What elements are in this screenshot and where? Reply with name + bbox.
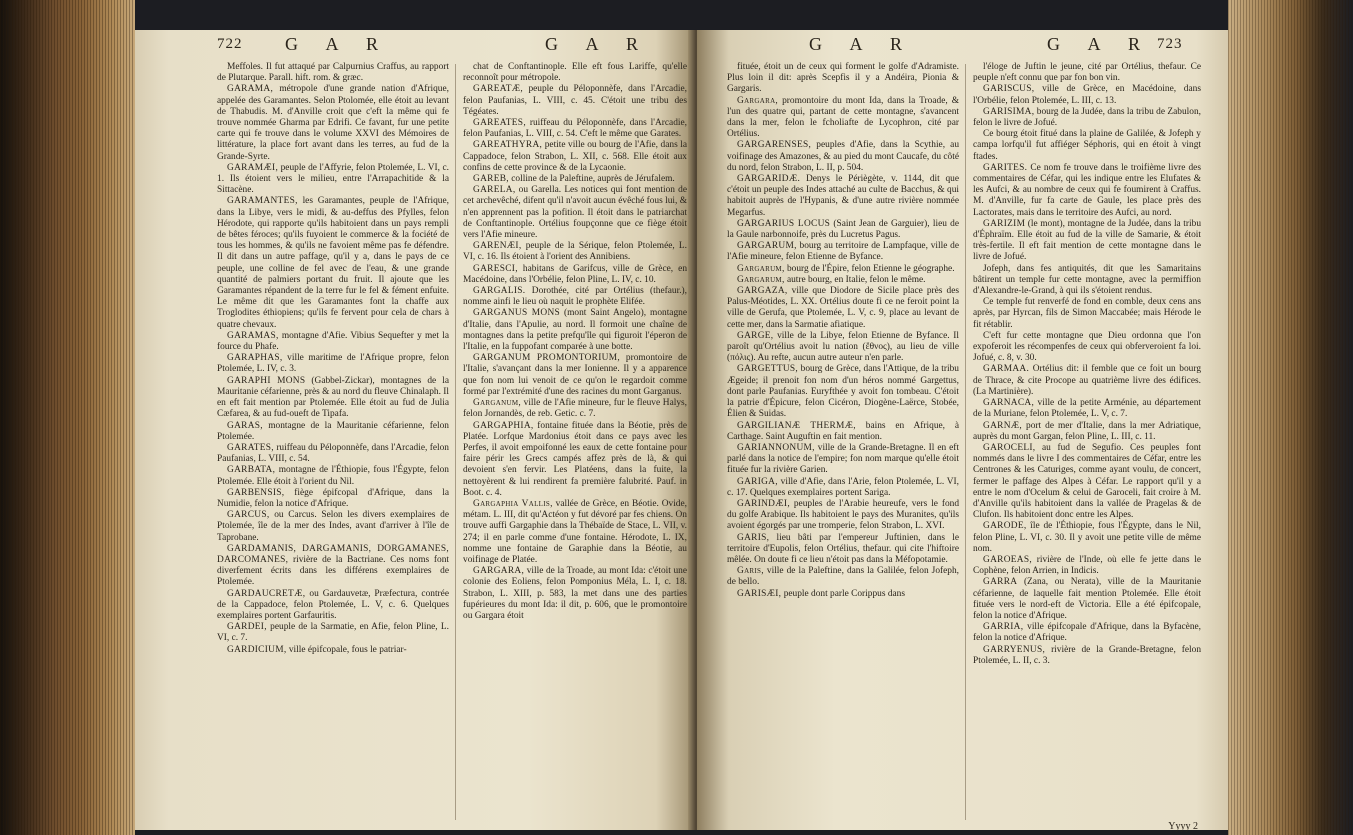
dictionary-entry <box>973 331 1201 365</box>
dictionary-entry <box>217 488 449 510</box>
dictionary-entry <box>463 308 687 353</box>
dictionary-entry <box>217 622 449 644</box>
entry-text: Denys le Périègète, v. 1144, dit que c'étoit un peuple des Indes attaché au culte de Bacchus, & qui habitoit auprès de l'Hypanis, & d'une autre rivière nommée Megarfus. <box>727 174 959 218</box>
entry-text: promontoire de l'Italie, s'avançant dans la mer Ionienne. Il y a apparence que fon nom lui venoit de ce qu'on le regardoit comme formé par l'extrémité d'une des racines du mont Garganus. <box>463 353 687 397</box>
entry-text: l'éloge de Juftin le jeune, cité par Ortélius, thefaur. Ce peuple n'eft connu que par fon bon vin. <box>973 62 1201 84</box>
dictionary-entry <box>217 353 449 375</box>
dictionary-entry <box>727 275 959 286</box>
dictionary-entry <box>463 421 687 499</box>
entry-headword: GAREATES, <box>473 118 526 129</box>
entry-text: ville de la Paleftine, dans la Galilée, felon Jofeph, de bello. <box>727 566 959 588</box>
entry-text: bains en Afrique, à Carthage. Saint Auguftin en fait mention. <box>727 420 959 442</box>
dictionary-entry <box>973 364 1201 398</box>
entry-headword: GARNÆ, <box>983 420 1023 431</box>
entry-text: ville de l'Afie mineure, fur le fleuve Halys, felon Jornandès, de reb. Getic. c. 7. <box>463 398 687 420</box>
left-running-head-col2: G A R <box>545 34 651 54</box>
dictionary-entry <box>973 521 1201 555</box>
entry-text: peuples de l'Arabie heureufe, vers le fond du golfe Arabique. Ils habitoient le pays des Muranites, qu'ils avoient égorgés par une tromperie, felon Strabon, L. XVI. <box>727 498 959 532</box>
right-column-2 <box>973 62 1201 822</box>
dictionary-entry <box>727 477 959 499</box>
entry-text: ville de la Troade, au mont Ida: c'étoit une colonie des Eoliens, felon Pomponius Méla, L. I, c. 18. Strabon, L. XIII, p. 583, la met dans une des parties fupérieures du mont Ida: il dit, p. 606, que le promontoire ou Gargara étoit <box>463 566 687 621</box>
entry-headword: GARIS, <box>737 532 770 543</box>
entry-text: bourg de l'Épire, felon Etienne le géographe. <box>786 263 955 274</box>
dictionary-entry <box>973 107 1201 129</box>
dictionary-entry <box>217 196 449 330</box>
entry-text: ou Carcus. Selon les divers exemplaires de Ptolemée, île de la mer des Indes, avant d'arriver à l'île de Taprobane. <box>217 510 449 543</box>
entry-text: colline de la Paleftine, auprès de Jérufalem. <box>511 174 675 185</box>
dictionary-entry <box>727 589 959 600</box>
entry-headword: GARDICIUM, <box>227 644 287 655</box>
entry-text: Meffoles. Il fut attaqué par Calpurnius Craffus, au rapport de Plutarque. Parall. hift. rom. & græc. <box>217 62 449 84</box>
left-running-header <box>135 32 695 60</box>
entry-headword: GARGARUM, <box>737 241 797 252</box>
entry-text: port de mer d'Italie, dans la mer Adriatique, auprès du mont Gargan, felon Pline, L. III, c. 11. <box>973 420 1201 442</box>
entry-text: autre bourg, en Italie, felon le même. <box>786 274 926 285</box>
entry-text: ville de la petite Arménie, au département de la Muriane, felon Ptolemée, L. V, c. 7. <box>973 398 1201 420</box>
entry-text: ou Gardauvetæ, Præfectura, contrée de la Cappadoce, felon Ptolemée, L. V, c. 6. Quelques exemplaires portent Garfauritis. <box>217 588 449 621</box>
dictionary-entry <box>727 286 959 331</box>
entry-headword: Gargaphia Vallis, <box>473 498 553 509</box>
entry-text: au fud de Segufio. Ces peuples font nommés dans le livre I des commentaires de Céfar, entre les Centrones & les Caturiges, comme ayant voulu, de concert, fermer le paffage des Alpes à Céfar. Le rapport qu'il y a entre le nom d'Ocelum & celui de Garoceli, fait croire à M. d'Anville qu'ils habitoient dans la vallée de Pragelas & de Clufon. Ils habitoient donc entre les Alpes. <box>973 442 1201 521</box>
dictionary-entry <box>217 645 449 656</box>
dictionary-entry <box>463 286 687 308</box>
entry-headword: GARGARIDÆ. <box>737 174 801 185</box>
entry-text: promontoire du mont Ida, dans la Troade, & l'un des quatre qui, partant de cette montagne, s'avancent dans la mer, felon le fcholiafte de Lycophron, cité par Ortélius. <box>727 95 959 140</box>
dictionary-entry <box>727 219 959 241</box>
dictionary-entry <box>973 577 1201 622</box>
entry-headword: GARGAZA, <box>737 286 788 297</box>
entry-text: vallée de Grèce, en Béotie. Ovide, métam. L. III, dit qu'Actéon y fut dévoré par fes chiens. On trouve auffi Gargaphie dans la Thébaïde de Stace, L. VII, v. 274; il en parle comme d'une fontaine. Hérodote, L. IX, nomme une fontaine de Garaphie dans la Béotie, au voifinage de Platée. <box>463 498 687 565</box>
entry-text: les Garamantes, peuple de l'Afrique, dans la Libye, vers le midi, & au-deffus des Pfylles, felon Hérodote, qui rapporte qu'ils habitoient dans un pays rempli de bêtes féroces; qu'ils fuyoient le commerce & la fociété de tous les hommes, & qu'ils ne favoient même pas fe défendre. Il dit dans un autre paffage, qu'il y a, dans le pays de ce peuple, une colline de fel avec de l'eau, & une grande quantité de palmiers portant du fruit. Il ajoute que les Garamantes répandent de la terre fur le fel & fément enfuite. Le même dit que les Garamantes font la chaffe aux Troglodites éthiopiens; qu'ils fe fervent pour cela de chars à quatre chevaux. <box>217 196 449 330</box>
dictionary-entry <box>973 129 1201 163</box>
entry-text: fontaine fituée dans la Béotie, près de Platée. Lorfque Mardonius étoit dans ce pays avec les Perfes, il avoit empoifonné les eaux de cette fontaine pour faire périr les Grecs campés affez près de là, & qui devoient s'en fervir. Les Platéens, dans la fuite, la nettoyèrent & lui rendirent fa première falubrité. Pauf. in Boot. c. 4. <box>463 420 687 498</box>
entry-headword: GARITES. <box>983 162 1028 173</box>
dictionary-entry <box>217 465 449 487</box>
entry-headword: Garis, <box>737 566 764 577</box>
left-page-stack <box>0 0 135 835</box>
dictionary-entry <box>973 219 1201 264</box>
entry-headword: GARRIA, <box>983 622 1024 633</box>
dictionary-entry <box>727 241 959 263</box>
entry-text: peuple de la Sérique, felon Ptolemée, L. VI, c. 16. Ils étoient à l'orient des Annibiens. <box>463 241 687 263</box>
entry-headword: GARISCUS, <box>983 84 1035 95</box>
dictionary-entry <box>463 241 687 263</box>
entry-headword: GARAPHAS, <box>227 353 283 364</box>
entry-text: ou Garella. Les notices qui font mention de cet archevêché, difent qu'il n'avoit aucun évêché fous lui, & n'en apprennent pas la pofition. Il étoit dans le patriarchat de Conftantinople. Ortélius foupçonne que ce fiège étoit vers l'Afie mineure. <box>463 185 687 241</box>
entry-headword: GARRYENUS, <box>983 644 1046 655</box>
dictionary-entry <box>217 544 449 589</box>
entry-text: habitans de Garifcus, ville de Grèce, en Macédoine, dans l'Orbélie, felon Pline, L. IV, c. 10. <box>463 263 687 285</box>
entry-headword: GARGARENSES, <box>737 140 812 151</box>
entry-text: (le mont), montagne de la Judée, dans la tribu d'Éphraïm. Elle étoit au fud de la ville de Samarie, & étoit très-fertile. Il eft fait mention de cette montagne dans le livre de Jofué. <box>973 218 1201 263</box>
entry-text: peuple de l'Affyrie, felon Ptolemée, L. VI, c. 1. Ils étoient vers le milieu, entre l'Arrapachitide & la Sittacène. <box>217 162 449 196</box>
entry-headword: GARBATA, <box>227 465 276 476</box>
dictionary-entry <box>727 96 959 141</box>
entry-text: ville que Diodore de Sicile place près des Palus-Méotides, L. XX. Ortélius doute fi ce ne feroit point la ville de Gerufa, que Ptolemée, L. V, c. 9, place au levant de cette mer, dans la Sarmatie afiatique. <box>727 286 959 330</box>
entry-text: ruiffeau du Péloponnèfe, dans l'Arcadie, felon Paufanias, L. VIII, c. 54. <box>217 442 449 465</box>
left-column-2 <box>463 62 687 822</box>
dictionary-entry <box>973 398 1201 420</box>
entry-text: rivière de la Bactriane. Ces noms font diverfement écrits dans les différens exemplaires de Ptolemée. <box>217 554 449 588</box>
entry-headword: GARDAMANIS, DARGAMANIS, DORGAMANES, DARCOMANES, <box>217 543 449 565</box>
dictionary-entry <box>973 421 1201 443</box>
entry-text: ville de la Grande-Bretagne. Il en eft parlé dans la notice de l'empire; fon nom marque qu'elle étoit fituée fur la rivière Garien. <box>727 442 959 476</box>
dictionary-entry <box>463 398 687 420</box>
entry-headword: GARAMA, <box>227 84 274 95</box>
dictionary-entry <box>217 510 449 544</box>
entry-headword: GARAS, <box>227 420 263 431</box>
dictionary-entry <box>727 499 959 533</box>
entry-headword: GARAMAS, <box>227 330 279 341</box>
dictionary-entry <box>973 443 1201 521</box>
dictionary-entry <box>973 645 1201 667</box>
dictionary-entry <box>463 566 687 622</box>
dictionary-entry <box>973 84 1201 106</box>
dictionary-entry <box>727 364 959 420</box>
entry-text: montagne de l'Éthiopie, fous l'Égypte, felon Ptolemée. Elle étoit à l'orient du Nil. <box>217 465 449 487</box>
entry-headword: GARGE, <box>737 330 774 341</box>
entry-headword: GARGAPHIA, <box>473 420 534 431</box>
entry-headword: GAREB, <box>473 174 509 185</box>
dictionary-entry <box>973 264 1201 298</box>
left-column-1 <box>217 62 449 822</box>
entry-text: bourg au territoire de Lampfaque, ville de l'Afie mineure, felon Etienne de Byfance. <box>727 241 959 263</box>
dictionary-entry <box>727 421 959 443</box>
dictionary-entry <box>727 566 959 588</box>
dictionary-entry <box>973 555 1201 577</box>
entry-headword: GARISIMA, <box>983 106 1035 117</box>
entry-text: Ce temple fut renverfé de fond en comble, deux cens ans après, par Hyrcan, fils de Simon Maccabée; mais Hérode le fit rétablir. <box>973 297 1201 330</box>
dictionary-entry <box>727 331 959 365</box>
entry-headword: GARIZIM <box>983 218 1026 229</box>
entry-headword: GAROCELI, <box>983 442 1036 453</box>
entry-headword: GARMAA. <box>983 364 1030 375</box>
entry-headword: GARENÆI, <box>473 241 522 252</box>
dictionary-entry <box>973 62 1201 84</box>
entry-text: montagne d'Afie. Vibius Sequefter y met la fource du Phafe. <box>217 330 449 353</box>
entry-headword: GARGARA, <box>473 566 525 577</box>
entry-headword: Gargarum, <box>737 263 785 274</box>
dictionary-entry <box>217 443 449 465</box>
entry-headword: GARGARIUS LOCUS <box>737 218 831 229</box>
right-page-stack <box>1228 0 1353 835</box>
dictionary-entry <box>463 84 687 118</box>
entry-text: ville épifcopale, fous le patriar- <box>288 644 407 655</box>
entry-text: ville épifcopale d'Afrique, dans la Byfacène, felon la notice d'Afrique. <box>973 622 1201 644</box>
entry-headword: Gargara, <box>737 95 779 106</box>
entry-headword: GARAPHI MONS <box>227 375 306 386</box>
dictionary-entry <box>727 443 959 477</box>
dictionary-entry <box>217 62 449 84</box>
entry-headword: GAROEAS, <box>983 554 1033 565</box>
entry-text: île de l'Éthiopie, fous l'Égypte, dans le Nil, felon Pline, L. VI, c. 30. Il y avoit une petite ville de même nom. <box>973 521 1201 554</box>
entry-headword: GARISÆI, <box>737 588 782 599</box>
entry-text: fiège épifcopal d'Afrique, dans la Numidie, felon la notice d'Afrique. <box>217 487 449 509</box>
entry-text: fituée, étoit un de ceux qui forment le golfe d'Adramiste. Plus loin il dit: après Scepfis il y a Andéira, Pionia & Gargaris. <box>727 62 959 95</box>
entry-headword: Garganum, <box>473 398 521 409</box>
right-running-header <box>697 32 1228 60</box>
dictionary-entry <box>973 163 1201 219</box>
entry-text: ville maritime de l'Afrique propre, felon Ptolemée, L. IV, c. 3. <box>217 353 449 375</box>
entry-headword: GARAMÆI, <box>227 162 279 173</box>
entry-headword: GARDAUCRETÆ, <box>227 588 306 599</box>
entry-headword: GARGILIANÆ THERMÆ, <box>737 420 856 431</box>
entry-headword: GAREATHYRA, <box>473 140 543 151</box>
entry-text: bourg de la Judée, dans la tribu de Zabulon, felon le livre de Jofué. <box>973 106 1201 129</box>
dictionary-entry <box>217 331 449 353</box>
entry-headword: GARGALIS. <box>473 286 526 297</box>
entry-text: rivière de l'Inde, où elle fe jette dans le Cophène, felon Arrien, in Indicis. <box>973 554 1201 577</box>
dictionary-entry <box>973 622 1201 644</box>
dictionary-entry <box>217 421 449 443</box>
entry-headword: GAREATÆ, <box>473 84 524 95</box>
dictionary-entry <box>463 62 687 84</box>
entry-text: ville de Grèce, en Macédoine, dans l'Orbélie, felon Ptolemée, L. III, c. 13. <box>973 84 1201 106</box>
entry-text: Jofeph, dans fes antiquités, dit que les Samaritains bâtirent un temple fur cette montagne, avec la permiffion d'Alexandre-le-Grand, à qui ils s'étoient rendus. <box>973 263 1201 297</box>
dictionary-entry <box>463 174 687 185</box>
dictionary-entry <box>217 163 449 197</box>
entry-text: chat de Conftantinople. Elle eft fous Lariffe, qu'elle reconnoît pour métropole. <box>463 62 687 84</box>
entry-headword: GARDEI, <box>227 622 267 633</box>
dictionary-entry <box>727 62 959 96</box>
entry-headword: GARGANUS MONS <box>473 308 561 319</box>
entry-text: (Gabbel-Zickar), montagnes de la Mauritanie céfarienne, près & au nord du fleuve Chinalaph. Il en eft fait mention par Ptolemée. Elle étoit au fud de Julia Cæfarea, & au fud-oueft de Tipafa. <box>217 375 449 420</box>
right-page-number: 723 <box>1157 36 1183 52</box>
dictionary-entry <box>463 140 687 174</box>
dictionary-entry <box>217 376 449 421</box>
entry-text: (mont Saint Angelo), montagne d'Italie, dans l'Apulie, au nord. Il formoit une chaîne de montagnes dans la petite prefqu'île qui figuroit l'éperon de l'Italie, en la fuppofant comparée à une botte. <box>463 308 687 353</box>
entry-text: ville d'Afie, dans l'Arie, felon Ptolemée, L. VI, c. 17. Quelques exemplaires portent Sariga. <box>727 476 959 498</box>
left-page-number: 722 <box>217 36 243 52</box>
entry-text: (Zana, ou Nerata), ville de la Mauritanie céfarienne, de laquelle fait mention Ptolemée. Elle étoit fituée vers le nord-eft de Victoria. Elle a été épifcopale, felon la notice d'Afrique. <box>973 577 1201 621</box>
entry-text: lieu bâti par l'empereur Juftinien, dans le territoire d'Eupolis, felon Ortélius, thefaur. qui cite l'hiftoire mêlée. On doute fi ce lieu n'étoit pas dans la Méfopotamie. <box>727 532 959 565</box>
dictionary-entry <box>973 297 1201 331</box>
entry-headword: GARATES, <box>227 442 274 453</box>
entry-headword: GARINDÆI, <box>737 498 790 509</box>
entry-text: Dorothée, cité par Ortélius (thefaur.), nomme ainfi le lieu où naquit le prophète Elifée. <box>463 286 687 308</box>
left-running-head-col1: G A R <box>285 34 391 54</box>
dictionary-entry <box>727 174 959 219</box>
entry-text: Ortélius dit: il femble que ce foit un bourg de Thrace, & cite Procope au quatrième livre des édifices. (La Martinière). <box>973 364 1201 397</box>
entry-headword: GARIANNONUM, <box>737 442 815 453</box>
entry-headword: GARESCI, <box>473 263 518 274</box>
dictionary-entry <box>727 140 959 174</box>
entry-headword: GARAMANTES, <box>227 196 298 207</box>
entry-headword: GARNACA, <box>983 398 1035 409</box>
right-running-head-col1: G A R <box>809 34 915 54</box>
signature-mark: Yyyy 2 <box>1168 821 1198 832</box>
entry-headword: GARRA <box>983 577 1018 588</box>
entry-text: ruiffeau du Péloponnèfe, dans l'Arcadie, felon Paufanias, L. VIII, c. 54. C'eft le même que Garates. <box>463 118 687 140</box>
entry-text: peuple dont parle Corippus dans <box>783 588 906 599</box>
entry-headword: GARODE, <box>983 521 1027 532</box>
entry-text: rivière de la Grande-Bretagne, felon Ptolemée, L. II, c. 3. <box>973 644 1201 666</box>
entry-text: petite ville ou bourg de l'Afie, dans la Cappadoce, felon Strabon, L. XII, c. 568. Elle étoit aux confins de cette province & de la Lycaonie. <box>463 140 687 173</box>
entry-text: C'eft fur cette montagne que Dieu ordonna que l'on expoferoit les récompenfes de ceux qui obferveroient fa loi. Jofué, c. 8, v. 30. <box>973 330 1201 364</box>
entry-headword: Gargarum, <box>737 274 785 285</box>
entry-text: peuple de la Sarmatie, en Afie, felon Pline, L. VI, c. 7. <box>217 622 449 644</box>
entry-text: métropole d'une grande nation d'Afrique, appelée des Garamantes. Selon Ptolomée, elle étoit au levant de Thabudis. M. d'Anville croit que c'eft la même qui fe trouve nommée Gharma par Edrifi. Ce favant, fur une petite carte qui fe trouve dans le volume XXVI des Mémoires de littérature, la place fort avant dans les terres, au fud de la Grande-Syrte. <box>217 84 449 162</box>
entry-headword: GARIGA, <box>737 476 778 487</box>
entry-text: Ce nom fe trouve dans le troifième livre des commentaires de Céfar, qui les indique entre les Elufates & les Aufci, & au nombre de ceux qui fe foumirent à Craffus. M. d'Anville, fur fa carte de Gaule, les place près des Lactorates, mais dans le territoire des Aufci, au nord. <box>973 162 1201 218</box>
dictionary-entry <box>463 264 687 286</box>
entry-text: bourg de Grèce, dans l'Attique, de la tribu Ægeide; il prenoit fon nom d'un héros nommé Gargettus, dont parle Paufanias. Euryfthée y avoit fon tombeau. C'étoit la patrie d'Épicure, felon Cicéron, Diogène-Laërce, Stobée, Élien & Suidas. <box>727 364 959 420</box>
entry-headword: GARCUS, <box>227 510 270 521</box>
entry-headword: GARGETTUS, <box>737 364 799 375</box>
entry-text: (Saint Jean de Garguier), lieu de la Gaule narbonnoife, près du Lucretus Pagus. <box>727 218 959 241</box>
right-page <box>697 30 1228 830</box>
dictionary-entry <box>217 84 449 162</box>
dictionary-entry <box>463 353 687 398</box>
dictionary-entry <box>217 589 449 623</box>
right-column-1 <box>727 62 959 822</box>
entry-text: ville de la Libye, felon Etienne de Byfance. Il paroît qu'Ortélius avoit lu nation (ἔθνος), au lieu de ville (πόλις). Au refte, aucun autre auteur n'en parle. <box>727 330 959 364</box>
entry-headword: GARBENSIS, <box>227 487 285 498</box>
dictionary-entry <box>463 185 687 241</box>
dictionary-entry <box>727 264 959 275</box>
entry-text: montagne de la Mauritanie céfarienne, felon Ptolemée. <box>217 420 449 442</box>
entry-text: peuples d'Afie, dans la Scythie, au voifinage des Amazones, & au pied du mont Caucafe, du côté du nord, felon Strabon, L. II, p. 504. <box>727 140 959 173</box>
dictionary-entry <box>463 499 687 566</box>
right-running-head-col2: G A R <box>1047 34 1153 54</box>
entry-text: peuple du Péloponnèfe, dans l'Arcadie, felon Paufanias, L. VIII, c. 45. C'étoit une tribu des Tégéates. <box>463 84 687 117</box>
left-page <box>135 30 695 830</box>
entry-headword: GARELA, <box>473 185 516 196</box>
entry-headword: GARGANUM PROMONTORIUM, <box>473 353 620 364</box>
dictionary-entry <box>463 118 687 140</box>
entry-text: Ce bourg étoit fitué dans la plaine de Galilée, & Jofeph y campa lorfqu'il fut affiéger Séphoris, qui en étoit à vingt ftades. <box>973 129 1201 162</box>
dictionary-entry <box>727 533 959 567</box>
